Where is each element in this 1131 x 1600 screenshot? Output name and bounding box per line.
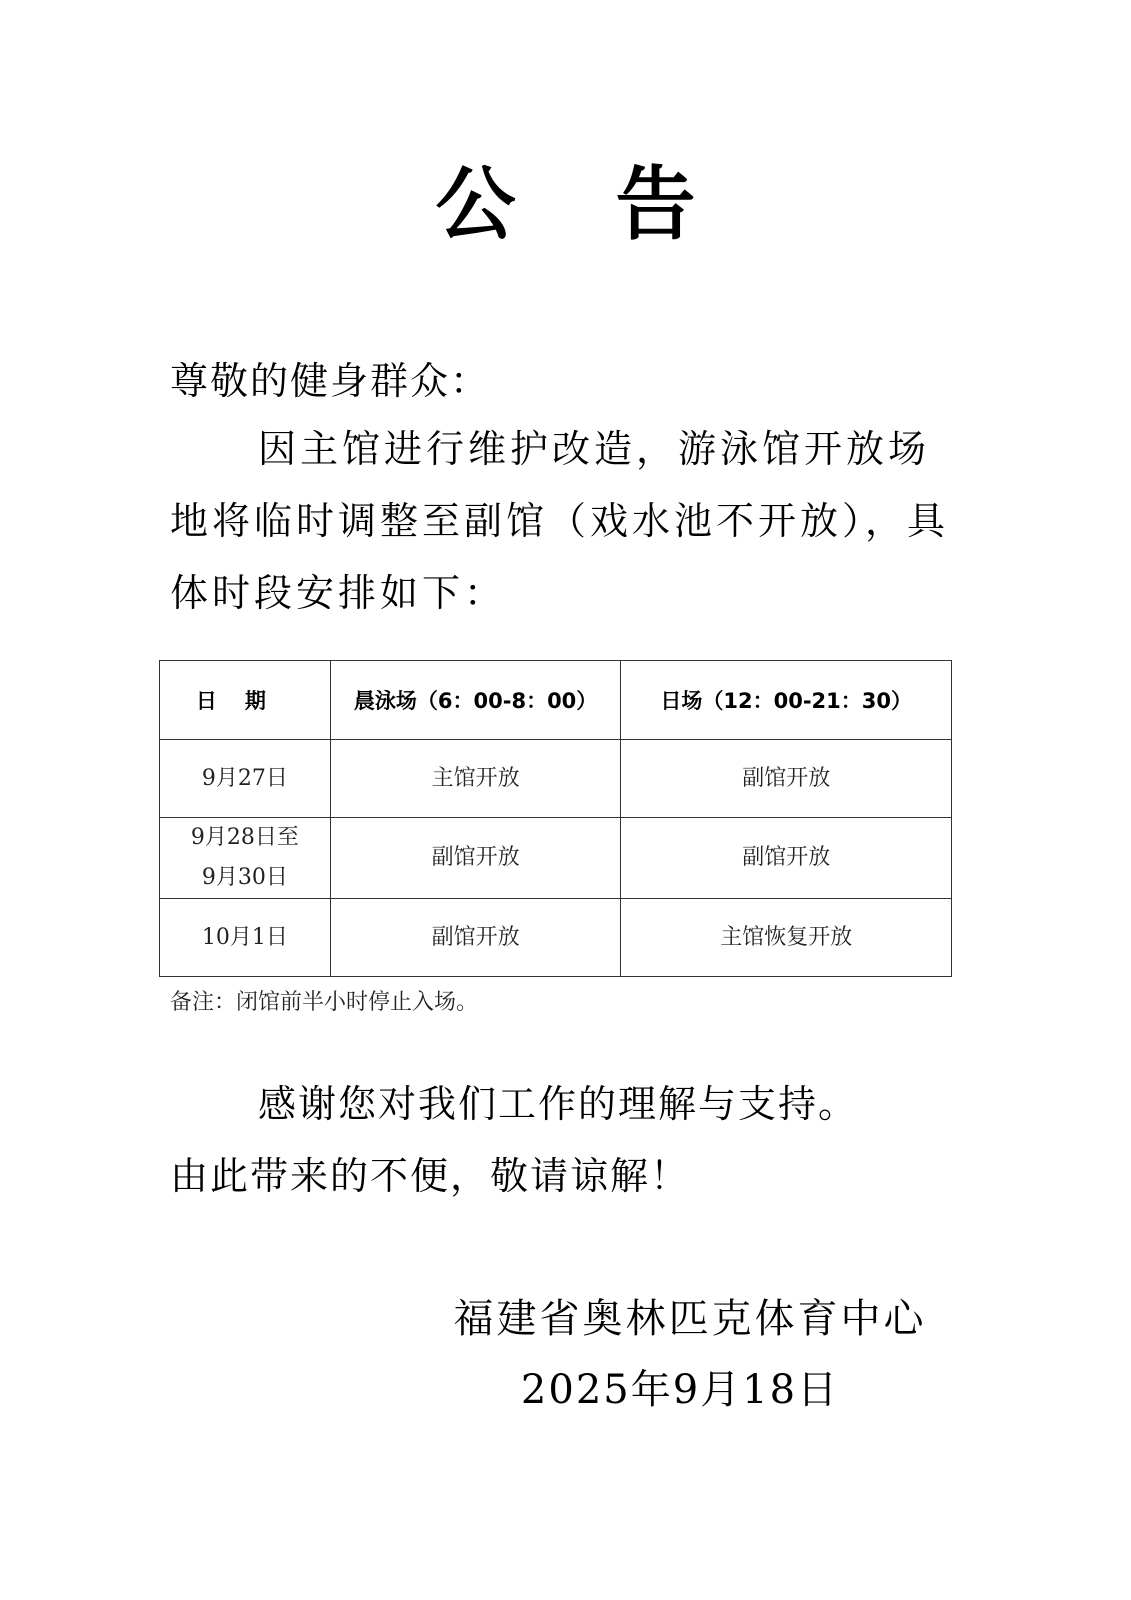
- cell-day: 副馆开放: [621, 740, 952, 818]
- signature-organization: 福建省奥林匹克体育中心: [453, 1296, 927, 1342]
- table-row: [160, 818, 952, 899]
- table-row: [160, 740, 952, 818]
- greeting: 尊敬的健身群众：: [170, 359, 491, 403]
- cell-date: 9月27日: [160, 740, 331, 818]
- title-char-2: 告: [615, 158, 696, 251]
- thanks-line-2: 由此带来的不便，敬请谅解！: [170, 1154, 691, 1198]
- schedule-table: [159, 660, 952, 977]
- intro-paragraph: 因主馆进行维护改造，游泳馆开放场地将临时调整至副馆（戏水池不开放），具体时段安排如下：: [170, 427, 950, 615]
- cell-day: 副馆开放: [621, 818, 952, 899]
- notice-title: [0, 150, 1131, 260]
- table-header-row: [160, 661, 952, 740]
- cell-date-line2: 9月30日: [201, 865, 288, 890]
- cell-morning: 副馆开放: [330, 899, 621, 977]
- thanks-paragraph: [170, 1068, 950, 1212]
- signature-date: 2025年9月18日: [520, 1367, 840, 1413]
- cell-morning: 主馆开放: [330, 740, 621, 818]
- title-char-1: 公: [435, 158, 516, 251]
- header-day-session: 日场（12：00-21：30）: [621, 661, 952, 740]
- cell-date: [160, 818, 331, 899]
- cell-morning: 副馆开放: [330, 818, 621, 899]
- cell-date-line1: 9月28日至: [190, 825, 299, 850]
- header-date: 日期: [160, 661, 331, 740]
- cell-day: 主馆恢复开放: [621, 899, 952, 977]
- table-note: 备注：闭馆前半小时停止入场。: [170, 990, 479, 1015]
- header-morning-session: 晨泳场（6：00-8：00）: [330, 661, 621, 740]
- thanks-line-1: 感谢您对我们工作的理解与支持。: [258, 1082, 859, 1126]
- cell-date: 10月1日: [160, 899, 331, 977]
- table-row: [160, 899, 952, 977]
